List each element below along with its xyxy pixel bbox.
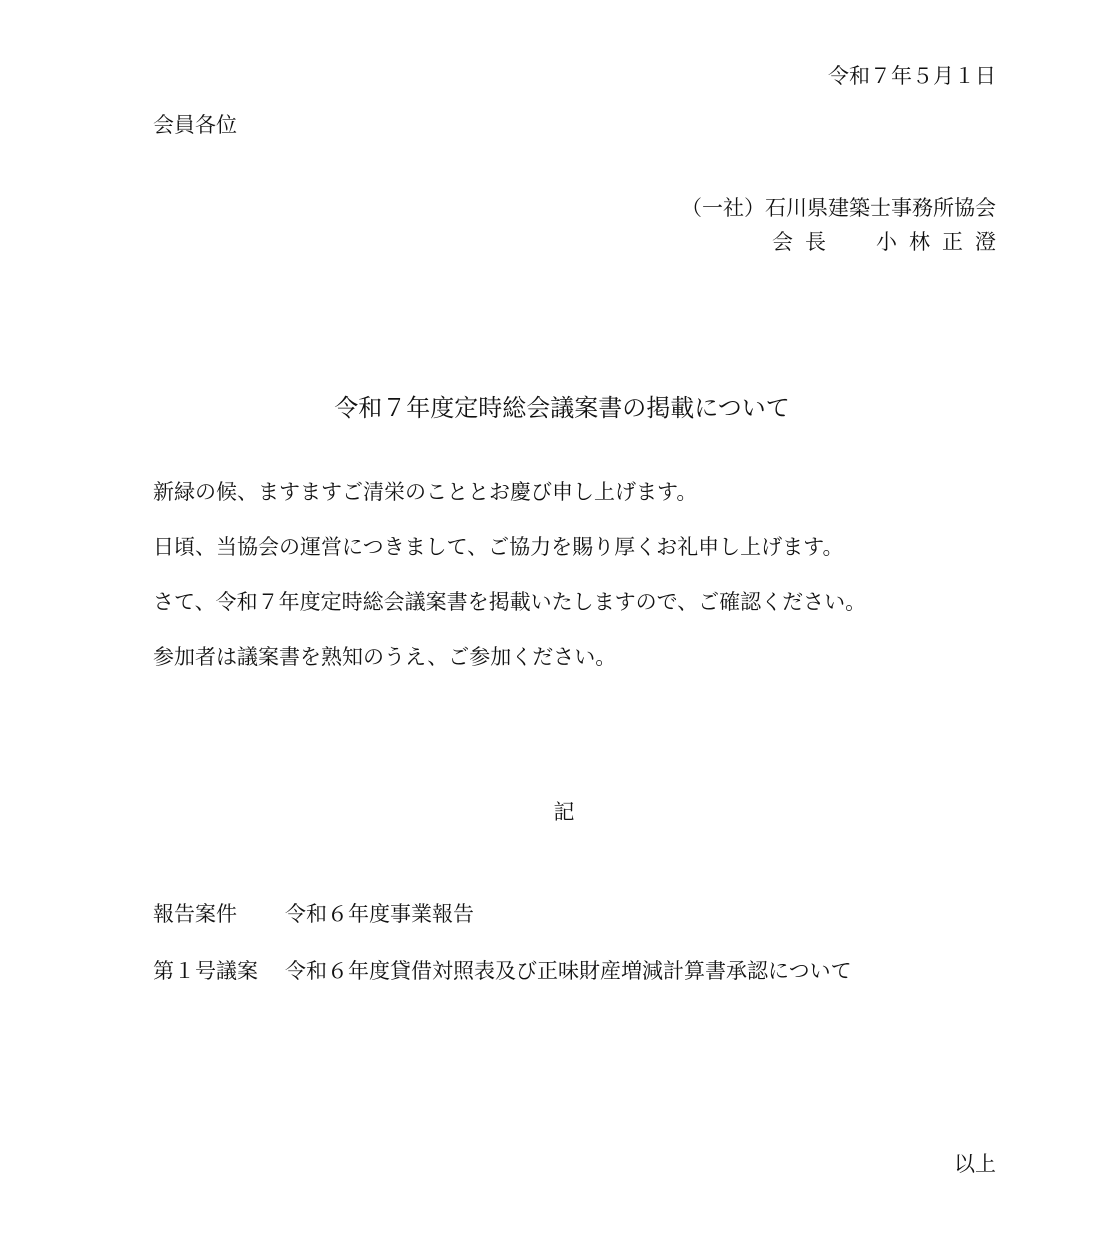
body-paragraph: 参加者は議案書を熟知のうえ、ご参加ください。 [153, 645, 617, 669]
item-label: 第１号議案 [153, 959, 258, 983]
body-paragraph: さて、令和７年度定時総会議案書を掲載いたしますので、ご確認ください。 [153, 590, 867, 614]
document-title: 令和７年度定時総会議案書の掲載について [334, 394, 790, 422]
sender-organization: （一社）石川県建築士事務所協会 [681, 196, 996, 220]
recipient: 会員各位 [153, 113, 237, 137]
ki-heading: 記 [553, 800, 575, 824]
list-item [153, 900, 474, 928]
body-paragraph: 新緑の候、ますますご清栄のこととお慶び申し上げます。 [153, 480, 698, 504]
item-text: 令和６年度貸借対照表及び正味財産増減計算書承認について [285, 959, 852, 983]
list-item [153, 957, 852, 985]
sender-name: 小林正澄 [876, 230, 1008, 254]
body-paragraph: 日頃、当協会の運営につきまして、ご協力を賜り厚くお礼申し上げます。 [153, 535, 844, 559]
document-date: 令和７年５月１日 [828, 64, 996, 88]
sender-role: 会長 [772, 230, 838, 254]
closing-mark: 以上 [954, 1152, 996, 1176]
item-label: 報告案件 [153, 902, 237, 926]
sender-signature [772, 228, 1008, 256]
item-text: 令和６年度事業報告 [285, 902, 474, 926]
